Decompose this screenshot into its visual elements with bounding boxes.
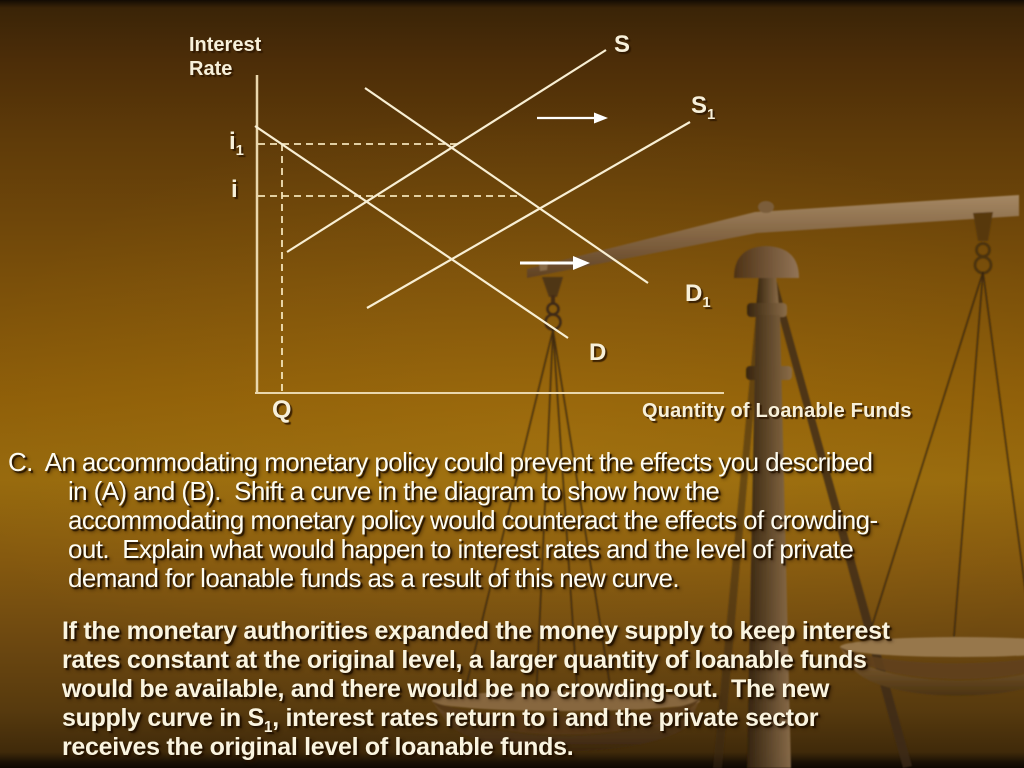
y-axis-label [189, 34, 261, 81]
answer-line-2: rates constant at the original level, a larger quantity of loanable funds [62, 646, 867, 674]
question-line-1: C. An accommodating monetary policy could prevent the effects you described [8, 447, 873, 477]
dashed-guides [258, 144, 518, 392]
curves [255, 50, 690, 338]
supply-label: S [614, 31, 631, 58]
demand-shifted-label [685, 280, 711, 311]
i1-rate-label [229, 128, 244, 159]
answer-line-4-sub: 1 [263, 719, 273, 736]
question-line-4: out. Explain what would happen to interest rates and the level of private [68, 534, 854, 564]
x-axis-label: Quantity of Loanable Funds [642, 400, 912, 422]
demand-shifted-sub: 1 [702, 294, 711, 311]
demand-shift-arrow-head [573, 256, 590, 270]
question-line-2: in (A) and (B). Shift a curve in the diagram to show how the [68, 476, 720, 506]
demand-curve [255, 126, 568, 338]
answer-line-3: would be available, and there would be no crowding-out. The new [62, 675, 829, 703]
i1-base: i [229, 128, 236, 155]
answer-line-4 [62, 704, 819, 736]
question-line-3: accommodating monetary policy would counteract the effects of crowding- [68, 505, 878, 535]
supply-shifted-label [691, 92, 716, 123]
answer-line-5: receives the original level of loanable funds. [62, 733, 574, 761]
y-axis-label-line1: Interest [189, 34, 262, 56]
supply-shift-arrow-head [594, 113, 608, 124]
answer-line-1: If the monetary authorities expanded the money supply to keep interest [62, 617, 890, 645]
supply-shifted-base: S [691, 92, 708, 119]
y-axis-label-line2: Rate [189, 57, 233, 80]
demand-shifted-base: D [685, 280, 703, 307]
i1-sub: 1 [235, 142, 244, 159]
q-label: Q [272, 396, 292, 424]
question-line-5: demand for loanable funds as a result of this new curve. [68, 563, 679, 593]
answer-line-4-pre: supply curve in S [62, 704, 264, 732]
supply-shifted-curve [367, 122, 690, 308]
demand-label: D [589, 339, 607, 366]
i-rate-label: i [231, 176, 238, 203]
answer-line-4-post: , interest rates return to i and the private sector [272, 704, 819, 732]
supply-shifted-sub: 1 [707, 106, 716, 123]
